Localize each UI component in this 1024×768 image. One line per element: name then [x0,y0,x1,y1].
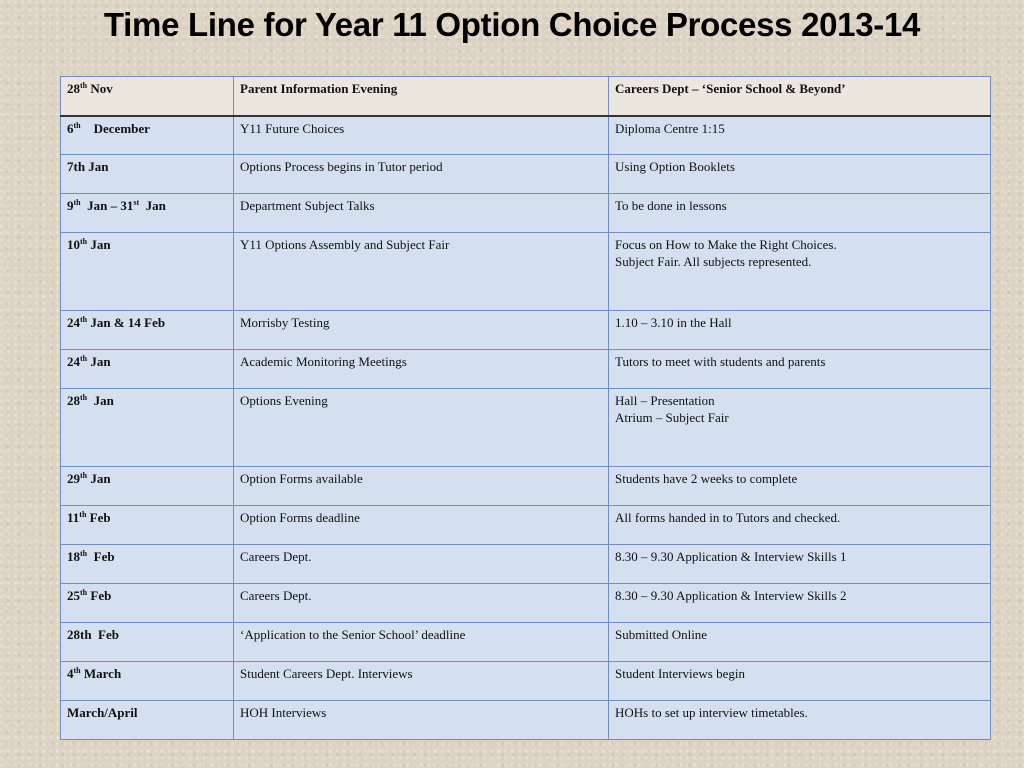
date-suffix: th [80,549,88,558]
date-cell [61,467,234,506]
date-text: 28th Feb [67,627,119,642]
date-text: 25 [67,588,80,603]
notes-cell [609,662,991,701]
date-text: 29 [67,471,80,486]
event-cell: Option Forms deadline [234,506,609,545]
date-text: 7th Jan [67,159,109,174]
note-line: 1.10 – 3.10 in the Hall [615,315,732,330]
timeline-table-body [61,77,991,740]
event-cell: ‘Application to the Senior School’ deadline [234,623,609,662]
date-suffix: th [73,666,81,675]
note-line: Focus on How to Make the Right Choices. [615,237,837,252]
date-suffix: th [73,198,81,207]
note-line: Careers Dept – ‘Senior School & Beyond’ [615,81,846,96]
event-cell: Y11 Future Choices [234,116,609,155]
note-line: Hall – Presentation [615,393,715,408]
event-cell: Department Subject Talks [234,194,609,233]
date-text: Jan & 14 Feb [87,315,166,330]
notes-cell [609,233,991,311]
date-text: Jan [87,393,114,408]
event-cell: Careers Dept. [234,584,609,623]
notes-cell [609,506,991,545]
notes-cell [609,623,991,662]
note-line: Tutors to meet with students and parents [615,354,826,369]
note-line: Students have 2 weeks to complete [615,471,798,486]
note-line: 8.30 – 9.30 Application & Interview Skills 2 [615,588,847,603]
table-row [61,545,991,584]
date-cell [61,194,234,233]
note-line: Student Interviews begin [615,666,745,681]
event-cell: Options Evening [234,389,609,467]
table-row [61,233,991,311]
date-cell [61,545,234,584]
timeline-table [60,76,991,740]
table-row [61,623,991,662]
date-text: Feb [87,588,112,603]
note-line: All forms handed in to Tutors and checked. [615,510,841,525]
note-line: 8.30 – 9.30 Application & Interview Skills 1 [615,549,847,564]
date-text: 10 [67,237,80,252]
table-row [61,350,991,389]
date-cell [61,77,234,116]
date-suffix: th [80,315,88,324]
notes-cell [609,701,991,740]
date-cell [61,233,234,311]
date-cell [61,116,234,155]
event-cell: Option Forms available [234,467,609,506]
date-text: March [80,666,122,681]
date-text: 28 [67,81,80,96]
date-text: Feb [86,510,111,525]
table-row [61,467,991,506]
note-line: Atrium – Subject Fair [615,410,729,425]
notes-cell [609,350,991,389]
event-cell: Parent Information Evening [234,77,609,116]
table-row [61,506,991,545]
event-cell: Student Careers Dept. Interviews [234,662,609,701]
event-cell: Options Process begins in Tutor period [234,155,609,194]
date-text: 24 [67,354,80,369]
table-row [61,155,991,194]
date-suffix: th [80,393,88,402]
notes-cell [609,194,991,233]
date-text: 9 [67,198,74,213]
date-cell [61,623,234,662]
date-suffix: th [80,354,88,363]
note-line: Using Option Booklets [615,159,735,174]
date-suffix: th [80,588,88,597]
date-text: Jan [87,471,111,486]
date-text: 18 [67,549,80,564]
date-text: Jan [87,237,111,252]
date-text: Jan [87,354,111,369]
notes-cell [609,467,991,506]
date-cell [61,506,234,545]
date-suffix: th [80,471,88,480]
date-cell [61,155,234,194]
date-cell [61,350,234,389]
event-cell: Academic Monitoring Meetings [234,350,609,389]
date-cell [61,662,234,701]
table-row [61,584,991,623]
notes-cell [609,311,991,350]
page-title: Time Line for Year 11 Option Choice Process 2013-14 [103,6,921,43]
notes-cell [609,116,991,155]
date-text: Nov [87,81,113,96]
event-cell: Y11 Options Assembly and Subject Fair [234,233,609,311]
table-row [61,701,991,740]
notes-cell [609,584,991,623]
date-text: 24 [67,315,80,330]
date-suffix: th [79,510,87,519]
date-text: 4 [67,666,74,681]
date-cell [61,389,234,467]
table-row [61,194,991,233]
date-text: Jan [139,198,166,213]
date-suffix: st [133,198,140,207]
date-cell [61,701,234,740]
table-row [61,116,991,155]
date-cell [61,584,234,623]
date-suffix: th [73,120,81,130]
notes-cell [609,155,991,194]
date-text: Feb [87,549,115,564]
table-row [61,311,991,350]
date-text: 6 [67,120,74,136]
notes-cell [609,77,991,116]
table-row [61,77,991,116]
notes-cell [609,389,991,467]
date-text: 11 [67,510,80,525]
date-cell [61,311,234,350]
date-suffix: th [80,237,88,246]
table-row [61,389,991,467]
note-line: Submitted Online [615,627,708,642]
date-text: March/April [67,705,138,720]
event-cell: HOH Interviews [234,701,609,740]
date-suffix: th [80,81,88,90]
note-line: HOHs to set up interview timetables. [615,705,808,720]
date-text: Jan – 31 [80,198,134,213]
date-text: December [80,120,150,136]
event-cell: Morrisby Testing [234,311,609,350]
event-cell: Careers Dept. [234,545,609,584]
note-line: Subject Fair. All subjects represented. [615,254,812,269]
notes-cell [609,545,991,584]
note-line: To be done in lessons [615,198,727,213]
table-row [61,662,991,701]
date-text: 28 [67,393,80,408]
note-line: Diploma Centre 1:15 [615,120,725,136]
